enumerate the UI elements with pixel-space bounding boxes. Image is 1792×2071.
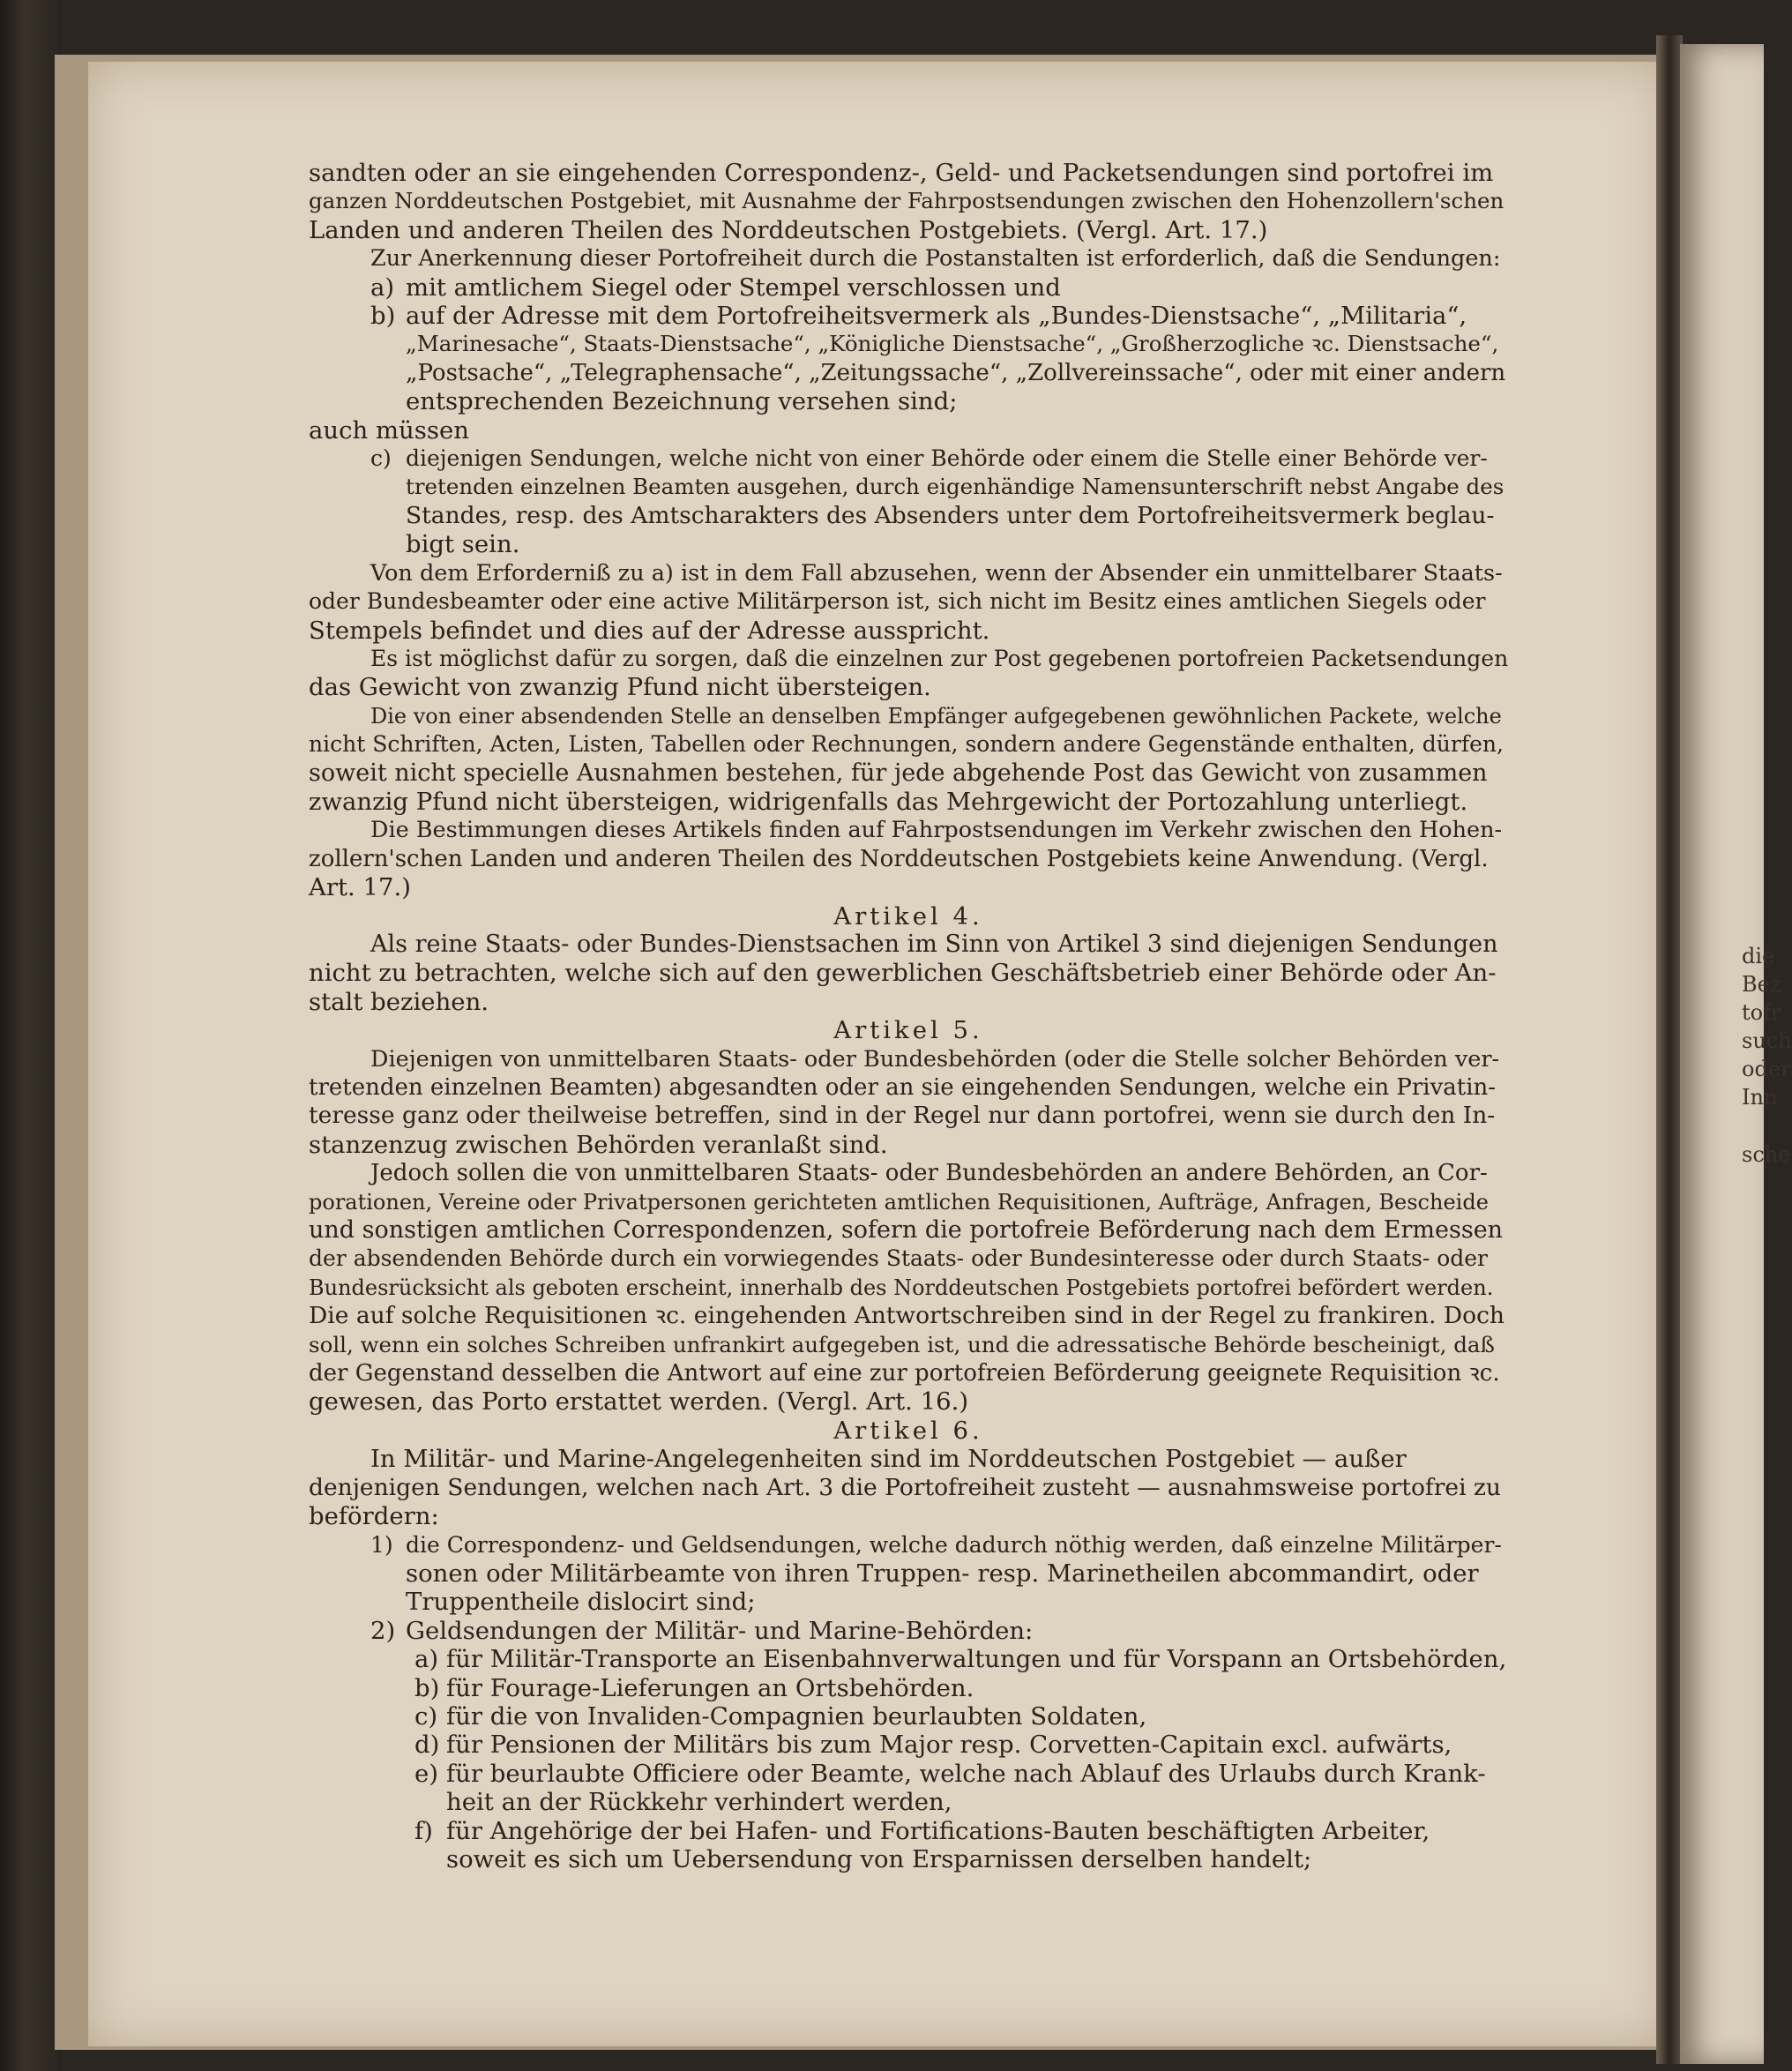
text-line: stalt beziehen. (309, 987, 489, 1016)
text-line: und sonstigen amtlichen Correspondenzen, sofern die portofreie Beförderung nach dem Ermessen (309, 1216, 1504, 1245)
adjacent-page-fragment: tofr (1742, 1000, 1781, 1025)
list-label: 2) (370, 1616, 396, 1645)
list-item-c (309, 445, 1508, 473)
list-item-2 (309, 1617, 1508, 1645)
list-text: für Pensionen der Militärs bis zum Major resp. Corvetten-Capitain excl. aufwärts, (446, 1731, 1452, 1760)
sub-item-f (309, 1817, 1508, 1845)
list-label: b) (414, 1673, 440, 1702)
paragraph-line: Die von einer absendenden Stelle an denselben Empfänger aufgegebenen gewöhnlichen Packete, welche (370, 703, 1502, 729)
text-line: denjenigen Sendungen, welchen nach Art. 3 die Portofreiheit zusteht — ausnahmsweise portofrei zu (309, 1473, 1501, 1501)
paragraph-line: In Militär- und Marine-Angelegenheiten sind im Norddeutschen Postgebiet — außer (370, 1445, 1407, 1474)
adjacent-page-fragment: die (1742, 944, 1775, 968)
text-line: oder Bundesbeamter oder eine active Militärperson ist, sich nicht im Besitz eines amtlichen Siegels oder (309, 588, 1486, 615)
text-line: Stempels befindet und dies auf der Adresse ausspricht. (309, 616, 990, 645)
text-line: tretenden einzelnen Beamten) abgesandten oder an sie eingehenden Sendungen, welche ein Privatin- (309, 1074, 1497, 1101)
list-text: für Militär-Transporte an Eisenbahnverwaltungen und für Vorspann an Ortsbehörden, (446, 1645, 1507, 1674)
text-line: zwanzig Pfund nicht übersteigen, widrigenfalls das Mehrgewicht der Portozahlung unterliegt. (309, 787, 1468, 816)
text-line: Die auf solche Requisitionen ꝛc. eingehenden Antwortschreiben sind in der Regel zu frankiren. Doch (309, 1302, 1505, 1330)
adjacent-page-fragment: such (1742, 1028, 1792, 1053)
paragraph-line: Als reine Staats- oder Bundes-Dienstsachen im Sinn von Artikel 3 sind diejenigen Sendungen (370, 930, 1498, 958)
list-label: c) (414, 1701, 438, 1731)
list-text: heit an der Rückkehr verhindert werden, (446, 1788, 952, 1817)
list-text: für die von Invaliden-Compagnien beurlaubten Soldaten, (446, 1701, 1147, 1731)
text-line: soweit nicht specielle Ausnahmen bestehen, für jede abgehende Post das Gewicht von zusammen (309, 759, 1488, 787)
text-line: ganzen Norddeutschen Postgebiet, mit Ausnahme der Fahrpostsendungen zwischen den Hohenzollern'schen (309, 188, 1505, 214)
paragraph-line: Diejenigen von unmittelbaren Staats- oder Bundesbehörden (oder die Stelle solcher Behörden ver- (370, 1045, 1500, 1073)
list-label: d) (414, 1731, 440, 1760)
sub-item-c (309, 1702, 1508, 1731)
paragraph-line: Zur Anerkennung dieser Portofreiheit durch die Postanstalten ist erforderlich, daß die Sendungen: (370, 245, 1501, 273)
list-item-a (309, 273, 1508, 302)
text-line: teresse ganz oder theilweise betreffen, sind in der Regel nur dann portofrei, wenn sie durch den In- (309, 1102, 1496, 1130)
text-line: das Gewicht von zwanzig Pfund nicht übersteigen. (309, 673, 931, 702)
text-line: soll, wenn ein solches Schreiben unfrankirt aufgegeben ist, und die adressatische Behörde bescheinigt, daß (309, 1331, 1495, 1357)
list-text: Truppentheile dislocirt sind; (406, 1588, 756, 1617)
sub-item-d (309, 1731, 1508, 1759)
article-heading: Artikel 5. (833, 1016, 983, 1045)
text-line: stanzenzug zwischen Behörden veranlaßt sind. (309, 1130, 888, 1159)
article-heading: Artikel 6. (833, 1416, 983, 1445)
sub-item-b (309, 1674, 1508, 1702)
list-text: für Fourage-Lieferungen an Ortsbehörden. (446, 1673, 974, 1702)
adjacent-page-fragment: Bez (1742, 972, 1781, 997)
sub-item-e (309, 1760, 1508, 1788)
list-label: 1) (370, 1531, 393, 1558)
adjacent-page-edge (1680, 44, 1792, 2064)
list-text: „Postsache“, „Telegraphensache“, „Zeitungssache“, „Zollvereinssache“, oder mit einer andern (406, 359, 1506, 386)
list-text: entsprechenden Bezeichnung versehen sind; (406, 387, 958, 416)
book-binding (0, 0, 62, 2071)
paragraph-line: Die Bestimmungen dieses Artikels finden auf Fahrpostsendungen im Verkehr zwischen den Hohen- (370, 817, 1503, 844)
list-text: bigt sein. (406, 530, 520, 559)
text-line: sandten oder an sie eingehenden Correspondenz-, Geld- und Packetsendungen sind portofrei im (309, 159, 1494, 187)
list-text: tretenden einzelnen Beamten ausgehen, durch eigenhändige Namensunterschrift nebst Angabe des (406, 474, 1505, 500)
text-line: Art. 17.) (309, 873, 412, 902)
list-text: Standes, resp. des Amtscharakters des Absenders unter dem Portofreiheitsvermerk beglau- (406, 501, 1495, 529)
text-line: Landen und anderen Theilen des Norddeutschen Postgebiets. (Vergl. Art. 17.) (309, 215, 1268, 244)
list-text: für Angehörige der bei Hafen- und Fortifications-Bauten beschäftigten Arbeiter, (446, 1816, 1430, 1845)
list-label: b) (370, 302, 396, 331)
list-item-1 (309, 1531, 1508, 1559)
text-line: der absendenden Behörde durch ein vorwiegendes Staats- oder Bundesinteresse oder durch Staats- oder (309, 1245, 1489, 1272)
text-line: nicht zu betrachten, welche sich auf den gewerblichen Geschäftsbetrieb einer Behörde oder An- (309, 959, 1497, 988)
paragraph-line: Jedoch sollen die von unmittelbaren Staats- oder Bundesbehörden an andere Behörden, an Cor- (370, 1160, 1488, 1187)
list-text: diejenigen Sendungen, welche nicht von einer Behörde oder einem die Stelle einer Behörde ver- (406, 445, 1488, 472)
list-label: c) (370, 445, 392, 472)
text-line: befördern: (309, 1502, 439, 1531)
paragraph-line: Es ist möglichst dafür zu sorgen, daß die einzelnen zur Post gegebenen portofreien Packetsendungen (370, 645, 1509, 671)
adjacent-page-fragment: Inn (1742, 1085, 1778, 1110)
list-item-b (309, 302, 1508, 330)
text-line: auch müssen (309, 415, 469, 445)
list-text: sonen oder Militärbeamte von ihren Truppen- resp. Marinetheilen abcommandirt, oder (406, 1559, 1479, 1588)
article-heading: Artikel 4. (833, 901, 983, 931)
text-line: nicht Schriften, Acten, Listen, Tabellen oder Rechnungen, sondern andere Gegenstände enthalten, dürfen, (309, 731, 1504, 758)
list-label: e) (414, 1759, 439, 1788)
list-text: „Marinesache“, Staats-Dienstsache“, „Königliche Dienstsache“, „Großherzogliche ꝛc. Dienstsache“, (406, 331, 1499, 357)
text-line: gewesen, das Porto erstattet werden. (Vergl. Art. 16.) (309, 1387, 969, 1417)
text-line: der Gegenstand desselben die Antwort auf eine zur portofreien Beförderung geeignete Requisition ꝛc. (309, 1360, 1500, 1387)
text-line: porationen, Vereine oder Privatpersonen gerichteten amtlichen Requisitionen, Aufträge, Anfragen, Bescheide (309, 1189, 1489, 1215)
adjacent-page-fragment: sche (1742, 1142, 1791, 1167)
page-text (309, 159, 1508, 1873)
list-text: auf der Adresse mit dem Portofreiheitsvermerk als „Bundes-Dienstsache“, „Militaria“, (406, 302, 1467, 331)
list-label: f) (414, 1816, 433, 1845)
list-text: Geldsendungen der Militär- und Marine-Behörden: (406, 1616, 1034, 1645)
text-line: Bundesrücksicht als geboten erscheint, innerhalb des Norddeutschen Postgebiets portofrei befördert werden. (309, 1275, 1494, 1300)
sub-item-a (309, 1645, 1508, 1673)
list-text: soweit es sich um Uebersendung von Ersparnissen derselben handelt; (446, 1844, 1312, 1873)
list-text: für beurlaubte Officiere oder Beamte, welche nach Ablauf des Urlaubs durch Krank- (446, 1759, 1486, 1788)
adjacent-page-fragment: oder (1742, 1057, 1791, 1081)
list-text: die Correspondenz- und Geldsendungen, welche dadurch nöthig werden, daß einzelne Militärper- (406, 1531, 1502, 1558)
list-label: a) (370, 273, 395, 302)
text-line: zollern'schen Landen und anderen Theilen des Norddeutschen Postgebiets keine Anwendung. (Vergl. (309, 845, 1489, 872)
paragraph-line: Von dem Erforderniß zu a) ist in dem Fall abzusehen, wenn der Absender ein unmittelbarer Staats- (370, 559, 1503, 587)
list-label: a) (414, 1645, 439, 1674)
list-text: mit amtlichem Siegel oder Stempel verschlossen und (406, 273, 1061, 302)
book-gutter (1656, 35, 1683, 2064)
